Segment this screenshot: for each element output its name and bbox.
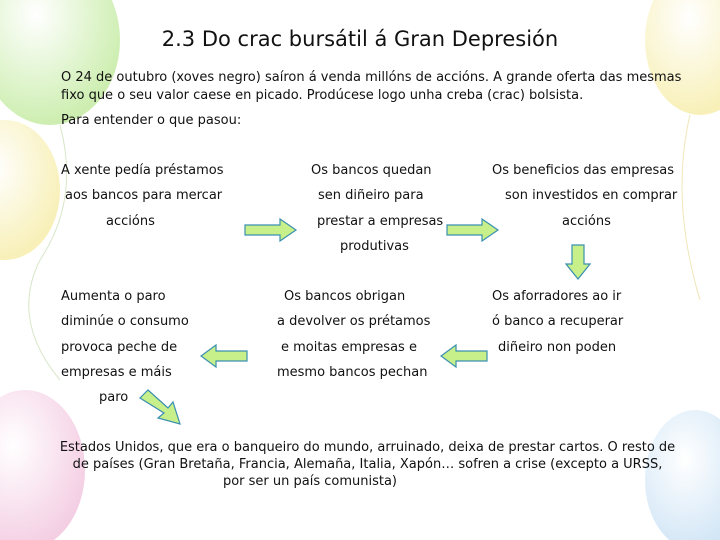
balloon-yellow-icon (0, 120, 60, 260)
box-low-middle-line: mesmo bancos pechan (277, 365, 428, 380)
box-right-line: Os beneficios das empresas (492, 163, 675, 178)
arrow-left-icon (440, 344, 488, 368)
box-low-left-line: paro (99, 390, 129, 405)
box-low-left-line: empresas e máis (61, 365, 172, 380)
arrow-right-icon (244, 218, 298, 242)
box-low-left-line: provoca peche de (61, 340, 178, 355)
intro-line: fixo que o seu valor caese en picado. Prodúcese logo unha creba (crac) bolsista. (61, 88, 584, 103)
balloon-blue-icon (645, 410, 720, 540)
box-left-line: A xente pedía préstamos (61, 163, 224, 178)
box-middle-line: produtivas (340, 239, 409, 254)
box-low-right-line: ó banco a recuperar (492, 314, 624, 329)
box-middle-line: Os bancos quedan (311, 163, 432, 178)
box-right-line: accións (562, 214, 611, 229)
box-middle-line: sen diñeiro para (318, 188, 424, 203)
balloon-green-icon (0, 0, 120, 125)
box-low-middle-line: e moitas empresas e (281, 340, 417, 355)
box-left-line: aos bancos para mercar (65, 188, 223, 203)
arrow-down-icon (565, 244, 591, 280)
box-right-line: son investidos en comprar (505, 188, 678, 203)
arrow-left-icon (200, 344, 248, 368)
conclusion-line: de países (Gran Bretaña, Francia, Alemaña, Italia, Xapón… sofren a crise (excepto a URSS, (72, 457, 663, 472)
intro-line: O 24 de outubro (xoves negro) saíron á venda millóns de accións. A grande oferta das mesmas (61, 70, 682, 85)
box-low-middle-line: a devolver os prétamos (277, 314, 431, 329)
balloon-yellow-icon (645, 0, 720, 115)
box-low-right-line: diñeiro non poden (498, 340, 617, 355)
conclusion-line: Estados Unidos, que era o banqueiro do mundo, arruinado, deixa de prestar cartos. O resto de (59, 440, 676, 455)
box-low-middle-line: Os bancos obrigan (284, 289, 406, 304)
box-low-right-line: Os aforradores ao ir (492, 289, 622, 304)
slide-title: 2.3 Do crac bursátil á Gran Depresión (161, 27, 559, 51)
conclusion-line: por ser un país comunista) (222, 474, 398, 489)
arrow-diagonal-icon (136, 388, 184, 428)
box-left-line: accións (106, 214, 155, 229)
box-middle-line: prestar a empresas (317, 214, 444, 229)
box-low-left-line: diminúe o consumo (61, 314, 189, 329)
lead-text: Para entender o que pasou: (61, 113, 242, 128)
box-low-left-line: Aumenta o paro (61, 289, 166, 304)
arrow-right-icon (446, 218, 500, 242)
